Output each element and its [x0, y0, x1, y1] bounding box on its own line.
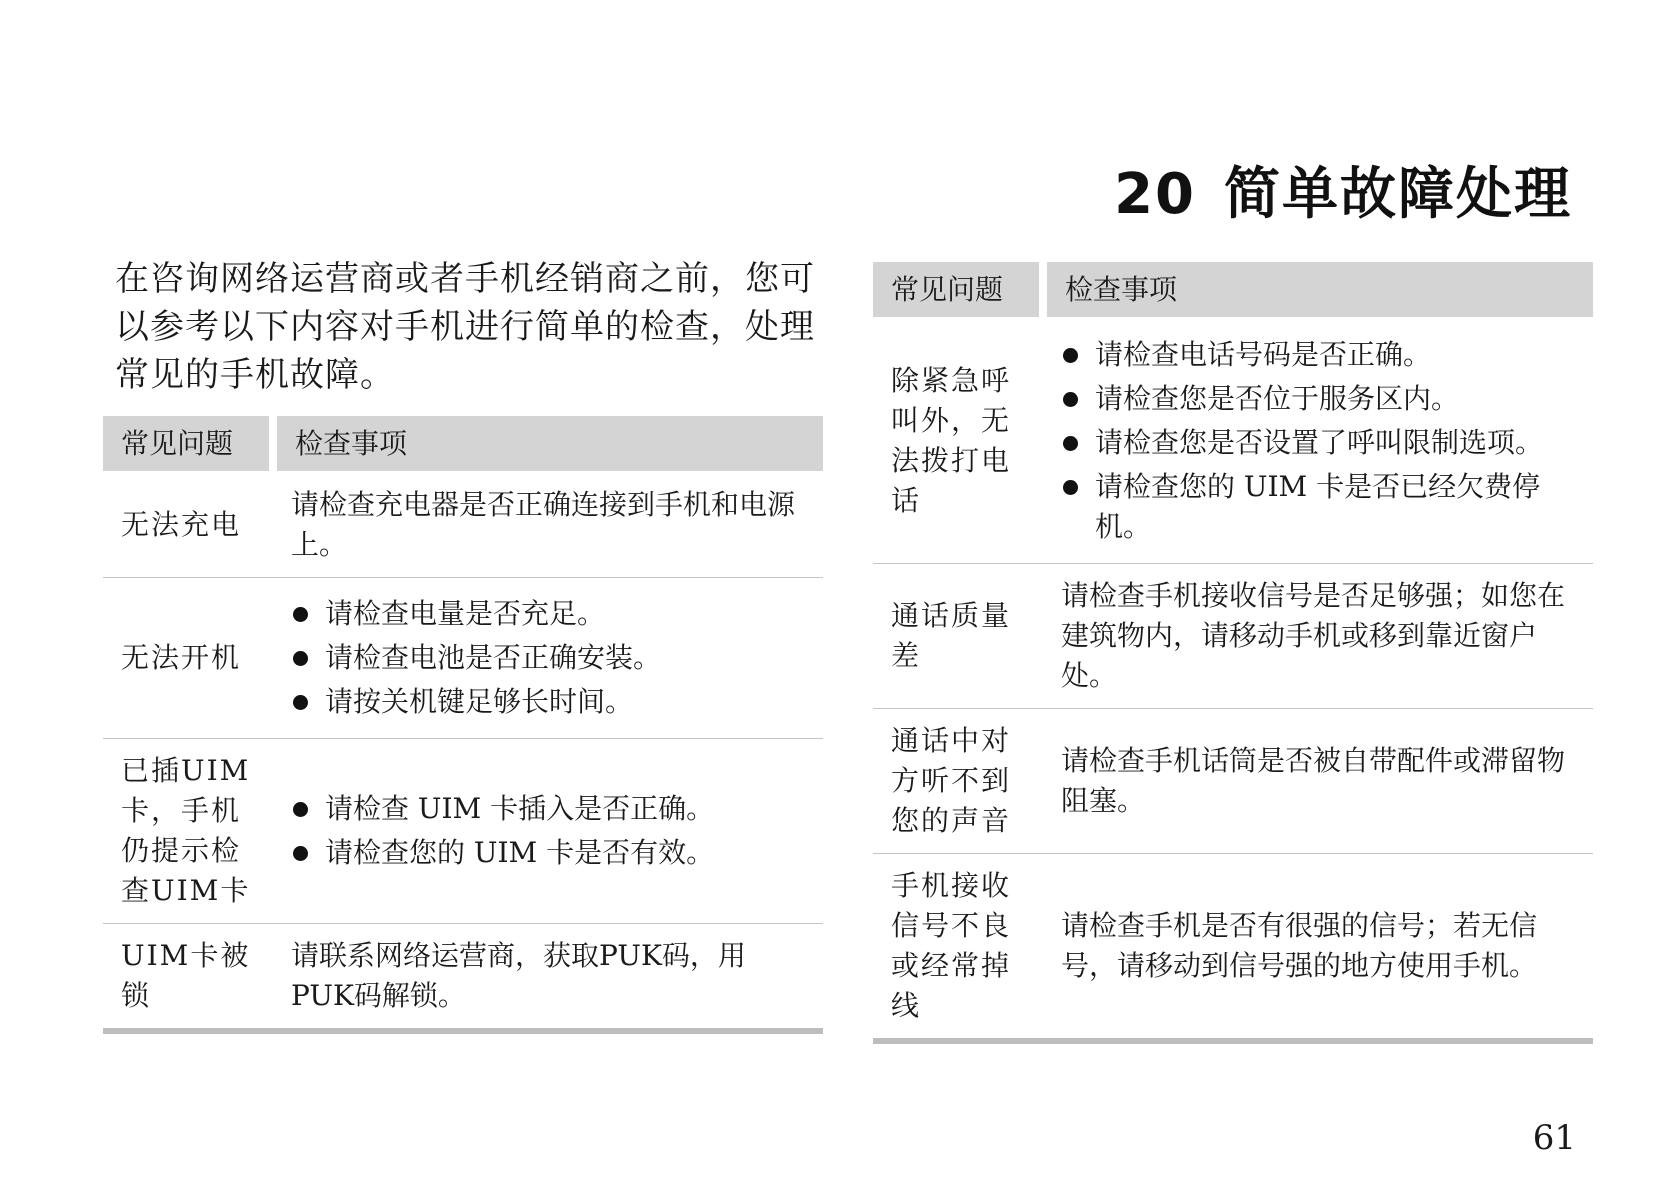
table-row: [873, 854, 1593, 1042]
check-item: 请检查您的 UIM 卡是否已经欠费停机。: [1061, 467, 1575, 547]
chapter-title: [1114, 150, 1572, 230]
header-check: 检查事项: [273, 416, 823, 472]
check-item: 请检查 UIM 卡插入是否正确。: [291, 789, 805, 829]
problem-cell: 手机接收信号不良或经常掉线: [873, 854, 1043, 1042]
check-cell: [273, 578, 823, 739]
problem-cell: 通话中对方听不到您的声音: [873, 709, 1043, 854]
problem-cell: 无法开机: [103, 578, 273, 739]
table-header-row: [873, 262, 1593, 318]
check-item: 请检查电池是否正确安装。: [291, 638, 805, 678]
problem-cell: 除紧急呼叫外，无法拨打电话: [873, 318, 1043, 564]
check-cell: 请检查手机接收信号是否足够强；如您在建筑物内，请移动手机或移到靠近窗户处。: [1043, 564, 1593, 709]
check-item: 请检查电量是否充足。: [291, 594, 805, 634]
troubleshooting-table-right: [873, 262, 1593, 1044]
check-list: [1061, 335, 1575, 547]
problem-cell: 已插UIM卡，手机仍提示检查UIM卡: [103, 739, 273, 924]
check-item: 请检查您是否设置了呼叫限制选项。: [1061, 423, 1575, 463]
header-problem: 常见问题: [873, 262, 1043, 318]
check-item: 请检查您的 UIM 卡是否有效。: [291, 833, 805, 873]
table-row: [103, 472, 823, 578]
table-row: [873, 564, 1593, 709]
chapter-heading: 简单故障处理: [1224, 162, 1572, 227]
table-row: [103, 739, 823, 924]
check-cell: 请检查手机话筒是否被自带配件或滞留物阻塞。: [1043, 709, 1593, 854]
check-cell: 请检查充电器是否正确连接到手机和电源上。: [273, 472, 823, 578]
check-cell: 请检查手机是否有很强的信号；若无信号，请移动到信号强的地方使用手机。: [1043, 854, 1593, 1042]
check-cell: [1043, 318, 1593, 564]
problem-cell: 无法充电: [103, 472, 273, 578]
table-row: [103, 924, 823, 1032]
check-cell: 请联系网络运营商，获取PUK码，用PUK码解锁。: [273, 924, 823, 1032]
header-check: 检查事项: [1043, 262, 1593, 318]
check-list: [291, 789, 805, 873]
page-number: 61: [1532, 1118, 1576, 1158]
check-item: 请检查电话号码是否正确。: [1061, 335, 1575, 375]
troubleshooting-table-left: [103, 416, 823, 1034]
check-item: 请检查您是否位于服务区内。: [1061, 379, 1575, 419]
table-row: [103, 578, 823, 739]
problem-cell: 通话质量差: [873, 564, 1043, 709]
problem-cell: UIM卡被锁: [103, 924, 273, 1032]
table-row: [873, 709, 1593, 854]
table-header-row: [103, 416, 823, 472]
table-row: [873, 318, 1593, 564]
check-list: [291, 594, 805, 722]
header-problem: 常见问题: [103, 416, 273, 472]
check-item: 请按关机键足够长时间。: [291, 682, 805, 722]
intro-paragraph: 在咨询网络运营商或者手机经销商之前，您可以参考以下内容对手机进行简单的检查，处理常见的手机故障。: [115, 259, 815, 395]
chapter-number: 20: [1114, 162, 1196, 227]
check-cell: [273, 739, 823, 924]
